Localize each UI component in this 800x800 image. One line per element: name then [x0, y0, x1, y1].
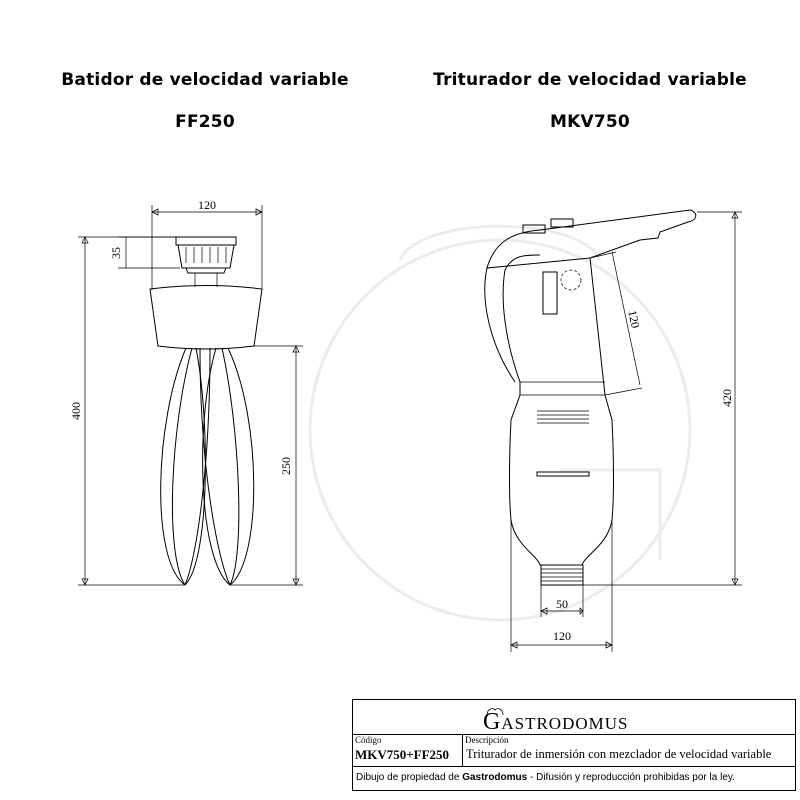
code-label: Código [355, 735, 382, 745]
footer-notice [353, 767, 795, 791]
title-block [352, 699, 796, 791]
mixer-model: MKV750 [550, 112, 630, 132]
mixer-title: Triturador de velocidad variable [433, 70, 747, 90]
footer-suffix: - Difusión y reproducción prohibidas por la ley. [530, 772, 735, 783]
dim-mixer-total-height: 420 [720, 389, 734, 407]
watermark-logo [310, 226, 690, 620]
brand-header [353, 700, 795, 735]
dim-whisk-total-height: 400 [69, 402, 83, 420]
footer-prefix: Dibujo de propiedad de [356, 772, 460, 783]
whisk-model: FF250 [175, 112, 235, 132]
description-cell [463, 735, 795, 766]
whisk-title: Batidor de velocidad variable [61, 70, 349, 90]
whisk-drawing [78, 205, 303, 585]
dim-mixer-handle: 120 [625, 308, 643, 330]
code-value: MKV750+FF250 [355, 747, 450, 762]
footer-brand: Gastrodomus [462, 772, 528, 783]
dim-mixer-body-width: 120 [553, 629, 571, 643]
dim-whisk-blade-height: 250 [279, 457, 293, 475]
dim-whisk-cap-height: 35 [109, 247, 123, 259]
description-label: Descripción [465, 735, 509, 745]
dim-whisk-width: 120 [198, 198, 216, 212]
description-value: Triturador de inmersión con mezclador de velocidad variable [466, 747, 772, 761]
dim-mixer-shaft-width: 50 [556, 597, 568, 611]
code-cell [353, 735, 463, 766]
brand-name: GASTRODOMUS [483, 709, 629, 735]
